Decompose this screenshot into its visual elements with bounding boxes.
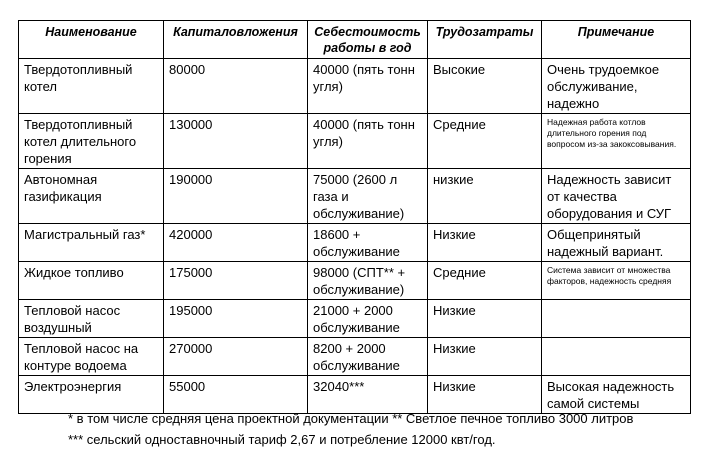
cell-capital: 270000 xyxy=(164,338,308,376)
cell-capital: 80000 xyxy=(164,59,308,114)
cell-name: Твердотопливный котел длительного горения xyxy=(19,114,164,169)
footnote-2: *** сельский одноставночный тариф 2,67 и потребление 12000 квт/год. xyxy=(68,432,496,447)
cell-cost: 75000 (2600 л газа и обслуживание) xyxy=(308,169,428,224)
table-row xyxy=(19,300,691,338)
cell-cost: 40000 (пять тонн угля) xyxy=(308,114,428,169)
cell-note: Система зависит от множества факторов, надежность средняя xyxy=(542,262,691,300)
cell-cost: 98000 (СПТ** + обслуживание) xyxy=(308,262,428,300)
cell-labor: Средние xyxy=(428,114,542,169)
cell-name: Электроэнергия xyxy=(19,376,164,414)
table-row xyxy=(19,224,691,262)
footnote-1: * в том числе средняя цена проектной документации ** Светлое печное топливо 3000 литров xyxy=(68,411,634,426)
cell-name: Магистральный газ* xyxy=(19,224,164,262)
table-header-row xyxy=(19,21,691,59)
cell-cost: 21000 + 2000 обслуживание xyxy=(308,300,428,338)
cell-capital: 420000 xyxy=(164,224,308,262)
table-row xyxy=(19,338,691,376)
cell-note xyxy=(542,300,691,338)
cell-cost: 32040*** xyxy=(308,376,428,414)
cell-labor: Средние xyxy=(428,262,542,300)
table-row xyxy=(19,376,691,414)
header-capital: Капиталовложения xyxy=(164,21,308,59)
table-row xyxy=(19,169,691,224)
table-row xyxy=(19,262,691,300)
cell-capital: 130000 xyxy=(164,114,308,169)
cell-name: Тепловой насос на контуре водоема xyxy=(19,338,164,376)
cell-labor: Высокие xyxy=(428,59,542,114)
cell-name: Автономная газификация xyxy=(19,169,164,224)
cell-labor: низкие xyxy=(428,169,542,224)
cell-capital: 190000 xyxy=(164,169,308,224)
cell-name: Тепловой насос воздушный xyxy=(19,300,164,338)
cell-labor: Низкие xyxy=(428,376,542,414)
header-name: Наименование xyxy=(19,21,164,59)
header-note: Примечание xyxy=(542,21,691,59)
cell-name: Твердотопливный котел xyxy=(19,59,164,114)
cell-note: Высокая надежность самой системы xyxy=(542,376,691,414)
cell-note: Надежность зависит от качества оборудования и СУГ xyxy=(542,169,691,224)
header-labor: Трудозатраты xyxy=(428,21,542,59)
cell-capital: 55000 xyxy=(164,376,308,414)
cell-note xyxy=(542,338,691,376)
cell-labor: Низкие xyxy=(428,300,542,338)
cell-note: Очень трудоемкое обслуживание, надежно xyxy=(542,59,691,114)
cell-note: Надежная работа котлов длительного горения под вопросом из-за закоксовывания. xyxy=(542,114,691,169)
cell-cost: 18600 + обслуживание xyxy=(308,224,428,262)
header-cost: Себестоимость работы в год xyxy=(308,21,428,59)
cell-labor: Низкие xyxy=(428,224,542,262)
heating-comparison-table xyxy=(18,20,691,414)
cell-labor: Низкие xyxy=(428,338,542,376)
table-row xyxy=(19,114,691,169)
table-row xyxy=(19,59,691,114)
cell-note: Общепринятый надежный вариант. xyxy=(542,224,691,262)
cell-capital: 175000 xyxy=(164,262,308,300)
cell-name: Жидкое топливо xyxy=(19,262,164,300)
cell-capital: 195000 xyxy=(164,300,308,338)
cell-cost: 8200 + 2000 обслуживание xyxy=(308,338,428,376)
cell-cost: 40000 (пять тонн угля) xyxy=(308,59,428,114)
